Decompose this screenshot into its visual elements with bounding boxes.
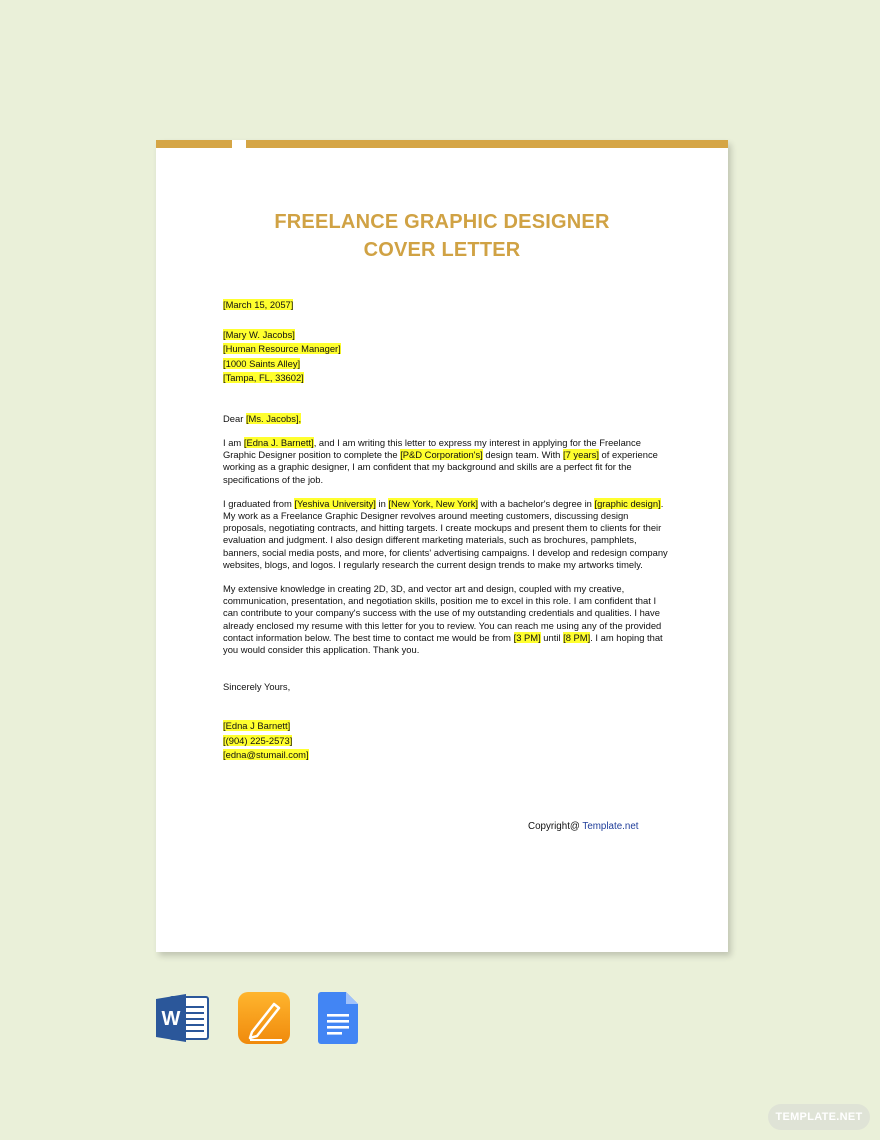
word-icon-letter: W xyxy=(161,1008,181,1030)
paragraph-skills xyxy=(223,583,673,656)
recipient-city: [Tampa, FL, 33602] xyxy=(223,372,304,383)
recipient-street: [1000 Saints Alley] xyxy=(223,357,301,369)
p3-text-1: My extensive knowledge in creating 2D, 3D, and vector art and design, coupled with my creative, communication, presentation, and negotiation skills, position me to excel in this role. I am confident that I can contribute to your company's success with the use of my outstanding credentials and qualities. I have already enclosed my resume with this letter for you to review. You can reach me using any of the provided contact information below. The best time to contact me would be from xyxy=(223,583,662,643)
letter-date xyxy=(223,298,673,313)
p3-text-3: . I am hoping that you would consider this application. Thank you. xyxy=(223,631,663,656)
signature-name: [Edna J Barnett] xyxy=(223,720,291,732)
document-title xyxy=(156,208,728,264)
paragraph-intro xyxy=(223,437,673,486)
years-experience: [7 years] xyxy=(563,449,599,461)
p2-text-3: with a bachelor's degree in xyxy=(478,497,595,509)
recipient-name: [Mary W. Jacobs] xyxy=(223,328,295,340)
signature-block xyxy=(223,719,673,763)
watermark-badge: TEMPLATE.NET xyxy=(768,1104,870,1130)
copyright-label: Copyright@ xyxy=(528,821,583,832)
p2-text-1: I graduated from xyxy=(223,497,295,509)
microsoft-word-icon[interactable] xyxy=(156,993,210,1043)
copyright-link[interactable]: Template.net xyxy=(582,821,639,832)
university-name: [Yeshiva University] xyxy=(294,497,376,509)
contact-start-time: [3 PM] xyxy=(513,631,541,643)
p2-text-2: in xyxy=(375,497,389,509)
p1-text-2: , and I am writing this letter to express my interest in applying for the Freelance Graphic Designer position to complete the xyxy=(223,437,641,461)
p3-text-2: until xyxy=(540,631,564,643)
recipient-block xyxy=(223,328,673,386)
applicant-name: [Edna J. Barnett] xyxy=(243,437,314,448)
university-location: [New York, New York] xyxy=(388,497,479,509)
google-docs-icon[interactable] xyxy=(318,992,358,1044)
title-line-1: FREELANCE GRAPHIC DESIGNER xyxy=(274,211,610,233)
salutation-prefix: Dear xyxy=(223,412,246,424)
salutation-name: [Ms. Jacobs], xyxy=(245,412,302,424)
letter-page xyxy=(156,140,728,952)
apple-pages-icon[interactable] xyxy=(238,992,290,1044)
date-placeholder: [March 15, 2057] xyxy=(223,299,294,310)
signature-phone: [(904) 225-2573] xyxy=(223,734,293,746)
header-accent-bar-right xyxy=(246,140,728,148)
signature-email: [edna@stumail.com] xyxy=(223,749,309,761)
company-name: [P&D Corporation's] xyxy=(400,449,483,461)
degree-field: [graphic design] xyxy=(594,497,661,509)
p2-text-4: . My work as a Freelance Graphic Designer revolves around meeting customers, discussing design proposals, negotiating contracts, and hitting targets. I create mockups and present them to clients for their evaluation and judgment. I also design different marketing materials, such as brochures, pamphlets, banners, social media posts, and more, for clients' advertising campaigns. I develop and redesign company websites, blogs, and logos. I regularly research the current design trends to make my artworks timely. xyxy=(223,497,668,570)
closing: Sincerely Yours, xyxy=(223,681,291,693)
p1-text-1: I am xyxy=(223,437,244,448)
p1-text-3: design team. With xyxy=(482,449,563,461)
header-accent-bar-left xyxy=(156,140,232,148)
contact-end-time: [8 PM] xyxy=(563,631,591,643)
recipient-title: [Human Resource Manager] xyxy=(223,343,341,354)
salutation xyxy=(223,412,673,427)
paragraph-education xyxy=(223,498,673,571)
letter-body xyxy=(223,298,673,763)
copyright-notice xyxy=(528,821,639,832)
title-line-2: COVER LETTER xyxy=(363,239,521,261)
p1-text-4: of experience working as a graphic designer, I am confident that my background and skills are a perfect fit for the specifications of the job. xyxy=(223,449,658,485)
